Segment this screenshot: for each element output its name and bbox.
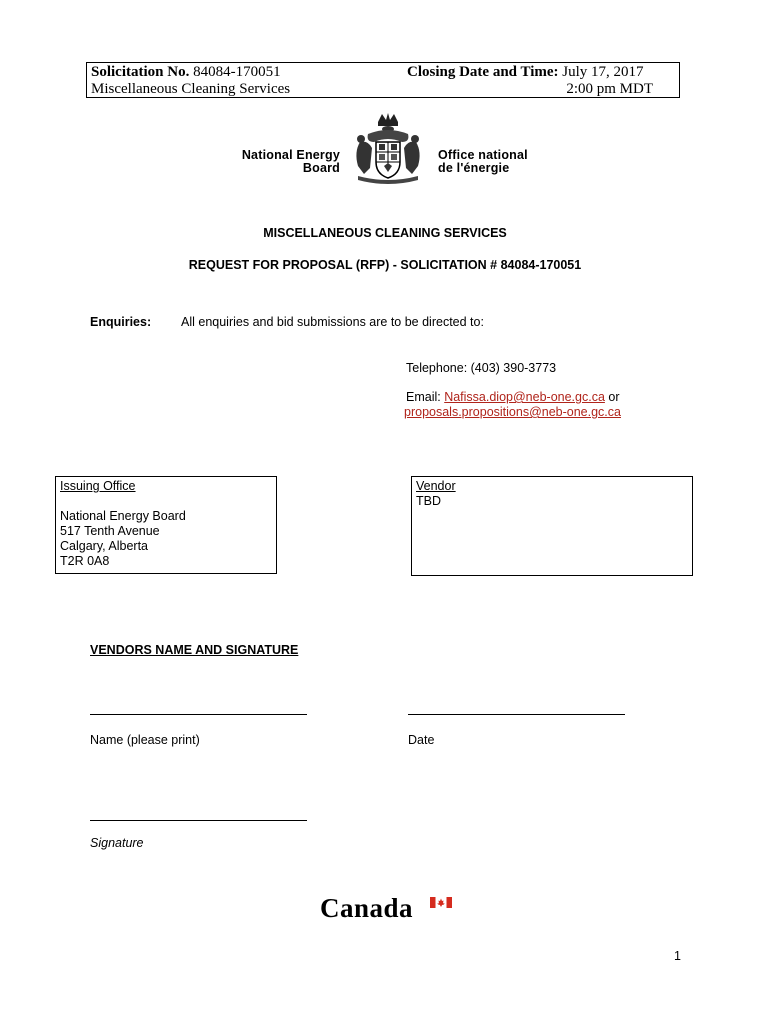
signature-line[interactable] bbox=[90, 820, 307, 821]
email-line-2 bbox=[404, 405, 621, 419]
telephone: Telephone: (403) 390-3773 bbox=[406, 361, 557, 375]
closing-line bbox=[407, 64, 644, 81]
name-signature-line[interactable] bbox=[90, 714, 307, 715]
solicitation-number-line bbox=[91, 64, 281, 81]
issuing-office-heading: Issuing Office bbox=[60, 479, 136, 493]
signature-section-heading: VENDORS NAME AND SIGNATURE bbox=[90, 643, 299, 657]
enquiries-text: All enquiries and bid submissions are to be directed to: bbox=[181, 315, 484, 329]
email-link-proposals[interactable]: proposals.propositions@neb-one.gc.ca bbox=[404, 405, 621, 419]
page-number: 1 bbox=[674, 949, 681, 963]
issuing-office-line: Calgary, Alberta bbox=[60, 539, 149, 553]
date-signature-line[interactable] bbox=[408, 714, 625, 715]
service-name: Miscellaneous Cleaning Services bbox=[91, 81, 291, 97]
vendor-value: TBD bbox=[416, 494, 441, 508]
neb-english-name bbox=[222, 149, 340, 175]
vendor-box bbox=[411, 476, 693, 576]
issuing-office-line: T2R 0A8 bbox=[60, 554, 110, 568]
or-text: or bbox=[604, 390, 620, 404]
date-label: Date bbox=[408, 733, 435, 747]
email-line bbox=[406, 390, 620, 404]
closing-time: 2:00 pm MDT bbox=[566, 81, 653, 97]
neb-french-name bbox=[438, 149, 528, 175]
solicitation-number: 84084-170051 bbox=[193, 64, 281, 80]
enquiries-label: Enquiries: bbox=[90, 315, 152, 329]
neb-french-line1: Office national bbox=[438, 148, 528, 162]
solicitation-label: Solicitation No. bbox=[91, 64, 190, 80]
issuing-office-line: National Energy Board bbox=[60, 509, 186, 523]
neb-french-line2: de l'énergie bbox=[438, 161, 510, 175]
closing-date: July 17, 2017 bbox=[562, 64, 644, 80]
signature-label: Signature bbox=[90, 836, 144, 850]
canada-flag-icon bbox=[430, 895, 452, 906]
neb-english-line2: Board bbox=[302, 161, 340, 175]
closing-label: Closing Date and Time: bbox=[407, 64, 559, 80]
email-link-primary[interactable]: Nafissa.diop@neb-one.gc.ca bbox=[444, 390, 605, 404]
neb-english-line1: National Energy bbox=[241, 148, 340, 162]
issuing-office-box bbox=[55, 476, 277, 574]
issuing-office-line: 517 Tenth Avenue bbox=[60, 524, 160, 538]
email-label: Email: bbox=[406, 390, 445, 404]
rfp-title: REQUEST FOR PROPOSAL (RFP) - SOLICITATION # 84084-170051 bbox=[188, 258, 582, 272]
canada-wordmark: Canada bbox=[320, 893, 414, 923]
coat-of-arms-icon bbox=[348, 112, 428, 184]
name-label: Name (please print) bbox=[90, 733, 200, 747]
document-title: MISCELLANEOUS CLEANING SERVICES bbox=[263, 226, 507, 240]
solicitation-header-box bbox=[86, 62, 680, 98]
vendor-heading: Vendor bbox=[416, 479, 456, 493]
